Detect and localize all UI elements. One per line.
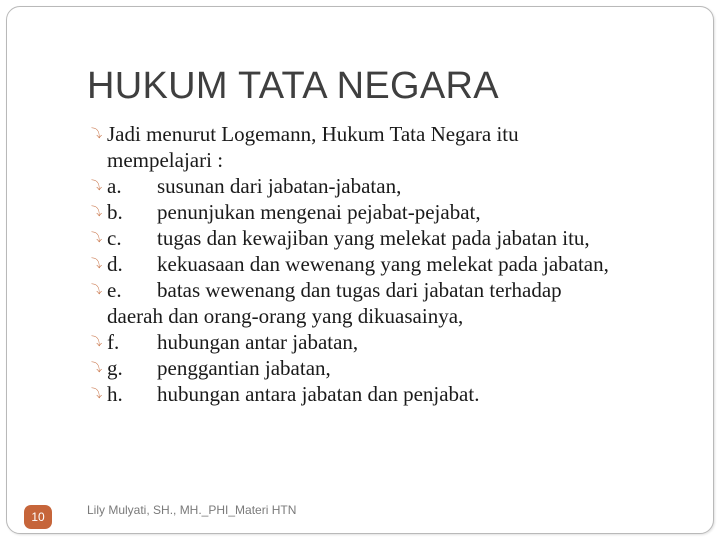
item-letter: b. <box>107 200 123 224</box>
slide-body <box>91 121 701 407</box>
item-letter: f. <box>107 330 120 354</box>
item-letter: e. <box>107 278 122 302</box>
list-item-e-continued <box>91 303 701 329</box>
intro-line <box>91 121 701 147</box>
intro-line-continued <box>91 147 701 173</box>
slide-title: HUKUM TATA NEGARA <box>87 65 499 107</box>
item-letter: h. <box>107 382 123 406</box>
item-text: susunan dari jabatan-jabatan, <box>157 174 402 198</box>
bullet-icon: ⤵ <box>91 258 102 270</box>
item-text-continued: daerah dan orang-orang yang dikuasainya, <box>107 304 464 328</box>
list-item-c <box>91 225 701 251</box>
page-number-badge: 10 <box>24 505 52 529</box>
bullet-icon: ⤵ <box>91 180 102 192</box>
item-text: penunjukan mengenai pejabat-pejabat, <box>157 200 481 224</box>
list-item-g <box>91 355 701 381</box>
item-letter: d. <box>107 252 123 276</box>
item-text: hubungan antar jabatan, <box>157 330 359 354</box>
item-text: batas wewenang dan tugas dari jabatan terhadap <box>157 278 562 302</box>
footer-text: Lily Mulyati, SH., MH._PHI_Materi HTN <box>87 503 297 517</box>
bullet-icon: ⤵ <box>91 388 102 400</box>
list-item-a <box>91 173 701 199</box>
item-letter: c. <box>107 226 122 250</box>
bullet-icon: ⤵ <box>91 232 102 244</box>
intro-text: Jadi menurut Logemann, Hukum Tata Negara itu <box>107 122 519 146</box>
item-text: hubungan antara jabatan dan penjabat. <box>157 382 480 406</box>
item-letter: a. <box>107 174 122 198</box>
list-item-b <box>91 199 701 225</box>
list-item-h <box>91 381 701 407</box>
bullet-icon: ⤵ <box>91 128 102 140</box>
bullet-icon: ⤵ <box>91 206 102 218</box>
list-item-d <box>91 251 701 277</box>
item-letter: g. <box>107 356 123 380</box>
bullet-icon: ⤵ <box>91 336 102 348</box>
slide-frame <box>6 6 714 534</box>
list-item-e <box>91 277 701 303</box>
item-text: kekuasaan dan wewenang yang melekat pada jabatan, <box>157 252 609 276</box>
bullet-icon: ⤵ <box>91 362 102 374</box>
list-item-f <box>91 329 701 355</box>
bullet-icon: ⤵ <box>91 284 102 296</box>
item-text: tugas dan kewajiban yang melekat pada jabatan itu, <box>157 226 590 250</box>
item-text: penggantian jabatan, <box>157 356 331 380</box>
intro-text-continued: mempelajari : <box>107 148 224 172</box>
